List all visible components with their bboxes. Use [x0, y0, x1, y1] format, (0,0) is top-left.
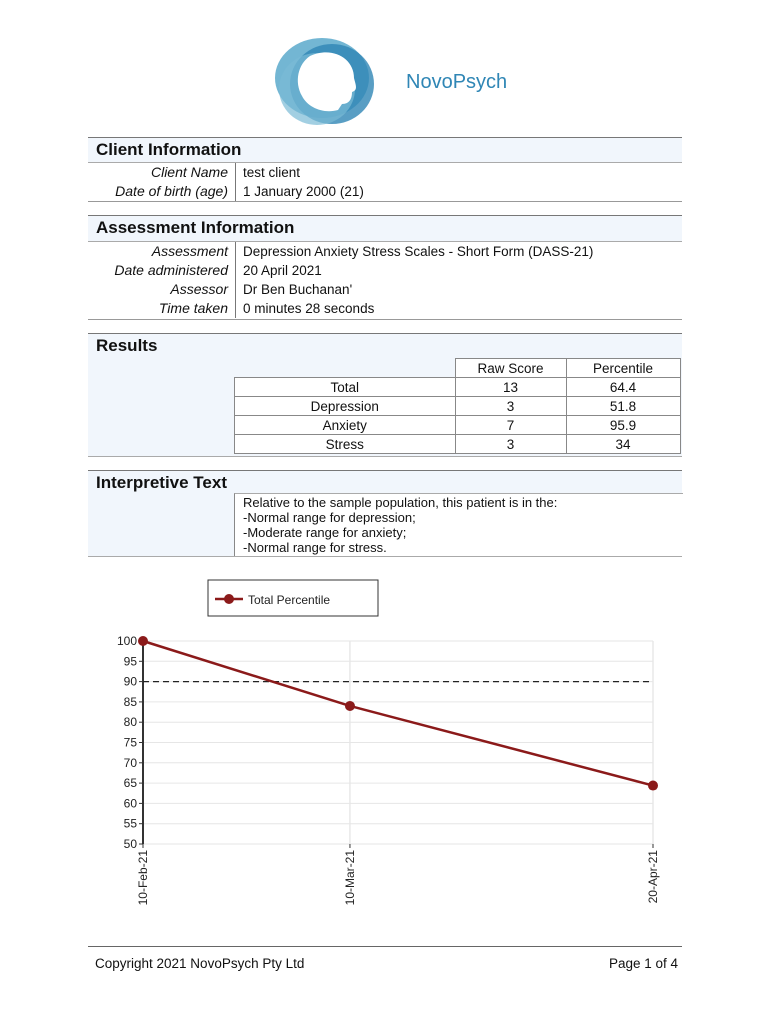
y-tick-label: 65 — [123, 776, 137, 791]
divider — [88, 201, 682, 202]
y-tick-label: 95 — [123, 654, 137, 669]
client-info-title: Client Information — [96, 140, 242, 159]
table-row — [235, 435, 681, 454]
percentile-chart — [0, 570, 770, 930]
x-tick-label: 20-Apr-21 — [646, 850, 660, 904]
time-taken-label: Time taken — [158, 300, 228, 316]
result-name: Anxiety — [235, 416, 456, 435]
x-tick-label: 10-Mar-21 — [342, 850, 357, 906]
interpretive-line: -Normal range for stress. — [243, 540, 387, 555]
y-tick-label: 50 — [123, 837, 137, 851]
data-point — [648, 781, 658, 791]
data-point — [345, 701, 355, 711]
table-row — [235, 359, 681, 378]
table-row — [235, 416, 681, 435]
divider — [235, 242, 236, 318]
assessor-value: Dr Ben Buchanan' — [243, 282, 353, 297]
y-tick-label: 60 — [123, 796, 137, 811]
client-name-label: Client Name — [150, 164, 228, 180]
series-line — [143, 641, 653, 786]
brand-name: NovoPsych — [406, 71, 508, 93]
interpretive-line: -Normal range for depression; — [243, 510, 416, 525]
result-percentile: 64.4 — [566, 378, 680, 397]
assessor-label: Assessor — [170, 281, 228, 297]
y-tick-label: 80 — [123, 715, 137, 730]
table-row — [235, 378, 681, 397]
novopsych-logo — [272, 34, 380, 130]
result-raw: 13 — [455, 378, 566, 397]
divider — [235, 163, 236, 201]
results-title: Results — [96, 336, 158, 355]
data-point — [138, 636, 148, 646]
assessment-value: Depression Anxiety Stress Scales - Short Form (DASS-21) — [243, 244, 594, 259]
dob-label: Date of birth (age) — [115, 183, 228, 199]
interpretive-line: Relative to the sample population, this patient is in the: — [243, 495, 558, 510]
result-raw: 3 — [455, 397, 566, 416]
y-tick-label: 100 — [116, 634, 137, 648]
copyright-text: Copyright 2021 NovoPsych Pty Ltd — [95, 956, 305, 971]
time-taken-value: 0 minutes 28 seconds — [243, 301, 375, 316]
raw-score-header: Raw Score — [455, 359, 566, 378]
divider — [88, 319, 682, 320]
result-percentile: 95.9 — [566, 416, 680, 435]
result-name: Depression — [235, 397, 456, 416]
result-name: Stress — [235, 435, 456, 454]
result-raw: 3 — [455, 435, 566, 454]
table-row — [235, 397, 681, 416]
result-percentile: 34 — [566, 435, 680, 454]
client-name-value: test client — [243, 165, 301, 180]
dob-value: 1 January 2000 (21) — [243, 184, 364, 199]
date-administered-label: Date administered — [114, 262, 228, 278]
assessment-info-header — [88, 215, 682, 242]
assessment-info-title: Assessment Information — [96, 218, 295, 237]
x-tick-label: 10-Feb-21 — [136, 850, 150, 906]
client-info-header — [88, 137, 682, 163]
percentile-header: Percentile — [566, 359, 680, 378]
result-percentile: 51.8 — [566, 397, 680, 416]
page-number: Page 1 of 4 — [608, 956, 678, 971]
footer-divider — [88, 946, 682, 947]
interpretive-line: -Moderate range for anxiety; — [243, 525, 407, 540]
result-name: Total — [235, 378, 456, 397]
legend-label: Total Percentile — [248, 593, 331, 607]
y-tick-label: 70 — [123, 755, 137, 770]
result-raw: 7 — [455, 416, 566, 435]
y-tick-label: 55 — [123, 816, 137, 831]
date-administered-value: 20 April 2021 — [243, 263, 322, 278]
y-tick-label: 85 — [123, 694, 137, 709]
assessment-label: Assessment — [151, 243, 228, 259]
interpretive-text — [243, 495, 557, 555]
interpretive-title: Interpretive Text — [96, 473, 228, 492]
legend-swatch-marker — [224, 594, 234, 604]
y-tick-label: 75 — [123, 735, 137, 750]
y-tick-label: 90 — [123, 674, 137, 689]
results-table — [234, 358, 681, 454]
